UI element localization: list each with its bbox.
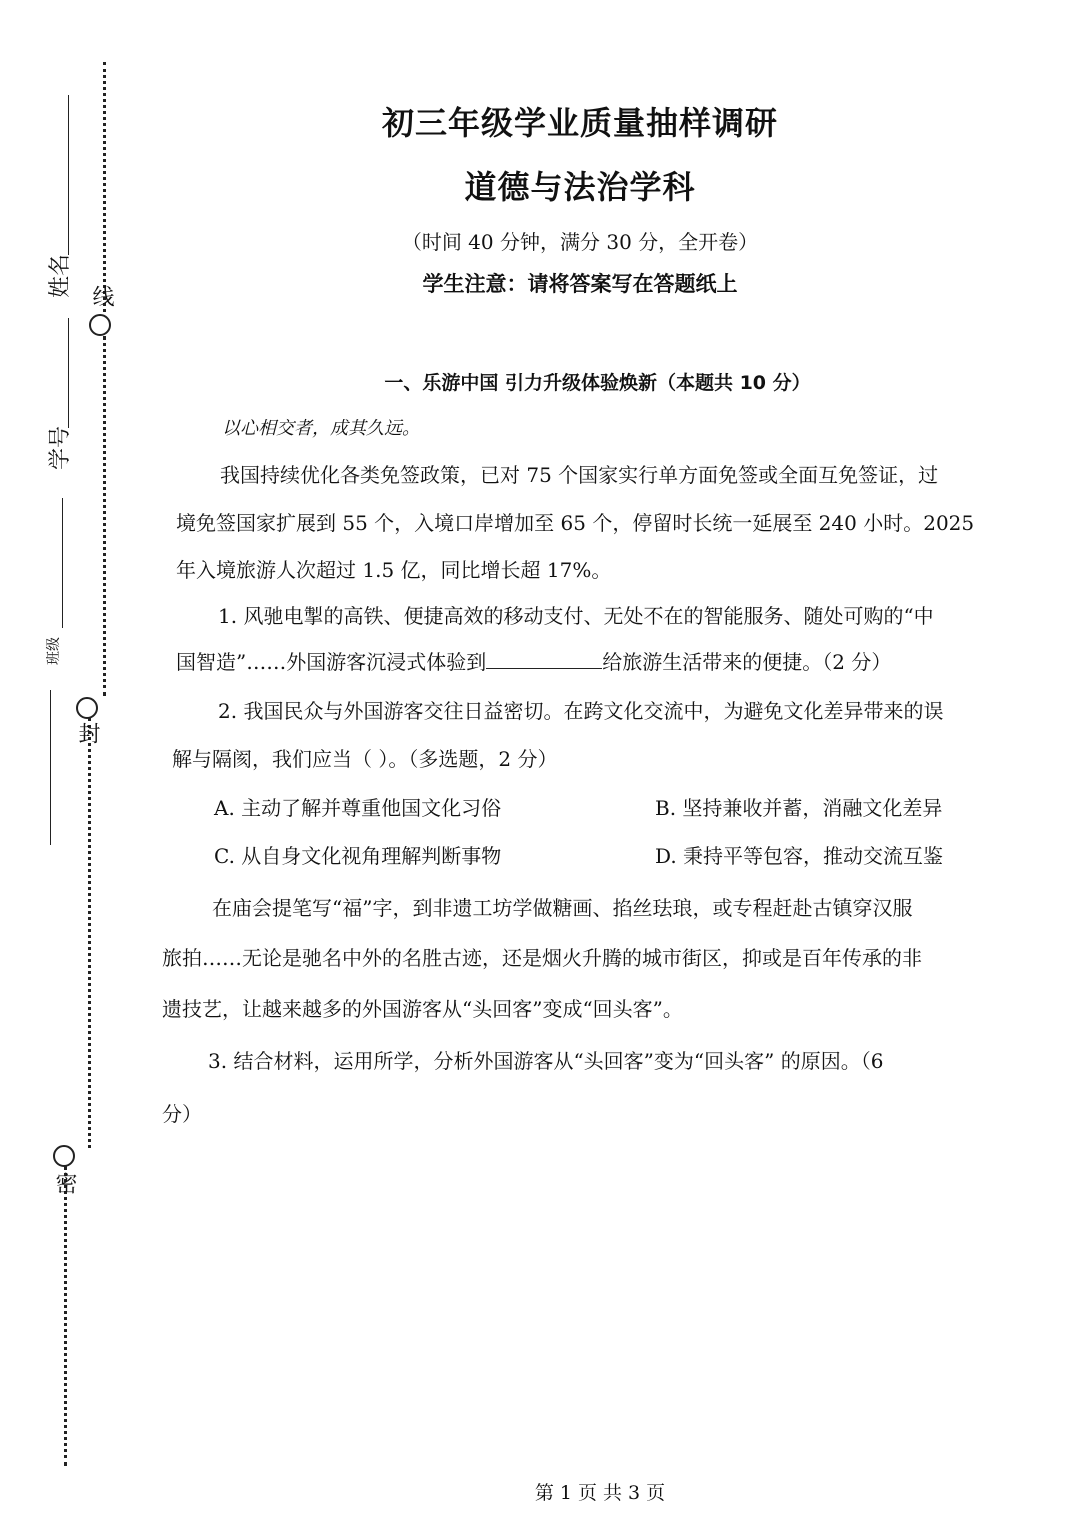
material-line: 我国持续优化各类免签政策，已对 75 个国家实行单方面免签或全面互免签证，过 (220, 463, 939, 487)
binding-ring (89, 314, 111, 336)
question-1-text-b: 给旅游生活带来的便捷。（2 分） (602, 650, 892, 674)
material-line: 年入境旅游人次超过 1.5 亿，同比增长超 17%。 (176, 558, 612, 582)
section-heading: 一、乐游中国 引力升级体验焕新（本题共 10 分） (384, 372, 811, 394)
material-line: 在庙会提笔写“福”字，到非遗工坊学做糖画、掐丝珐琅，或专程赶赴古镇穿汉服 (212, 896, 913, 920)
question-1-text-a: 国智造”……外国游客沉浸式体验到 (176, 650, 487, 674)
option-c[interactable]: C. 从自身文化视角理解判断事物 (214, 844, 502, 868)
question-2-line: 2. 我国民众与外国游客交往日益密切。在跨文化交流中，为避免文化差异带来的误 (218, 699, 944, 723)
exam-info: （时间 40 分钟，满分 30 分，全开卷） (401, 230, 759, 254)
binding-ring (76, 697, 98, 719)
answer-blank[interactable] (486, 648, 602, 669)
question-1-line: 1. 风驰电掣的高铁、便捷高效的移动支付、无处不在的智能服务、随处可购的“中 (218, 604, 934, 628)
name-label: 姓名 (48, 253, 73, 298)
question-3-line: 分） (162, 1102, 202, 1126)
exam-title: 初三年级学业质量抽样调研 (381, 104, 778, 142)
quote: 以心相交者，成其久远。 (222, 418, 420, 439)
option-d[interactable]: D. 秉持平等包容，推动交流互鉴 (655, 844, 944, 868)
answer-notice: 学生注意：请将答案写在答题纸上 (422, 272, 738, 296)
binding-ring (53, 1145, 75, 1167)
dotted-binding-line (64, 1166, 67, 1466)
question-3-line: 3. 结合材料，运用所学，分析外国游客从“头回客”变为“回头客” 的原因。（6 (208, 1049, 884, 1073)
material-line: 遗技艺，让越来越多的外国游客从“头回客”变成“回头客”。 (162, 997, 683, 1021)
class-label: 班级 (46, 637, 62, 665)
material-line: 旅拍……无论是驰名中外的名胜古迹，还是烟火升腾的城市街区，抑或是百年传承的非 (162, 946, 922, 970)
class-underline[interactable] (62, 498, 63, 628)
option-a[interactable]: A. 主动了解并尊重他国文化习俗 (214, 796, 502, 820)
mark-xian: 线 (89, 285, 114, 307)
page-number: 第 1 页 共 3 页 (534, 1482, 666, 1504)
material-line: 境免签国家扩展到 55 个，入境口岸增加至 65 个，停留时长统一延展至 240 小时。2025 (176, 511, 975, 535)
student-id-label: 学号 (48, 425, 73, 470)
mark-feng: 封 (75, 722, 100, 744)
subject-title: 道德与法治学科 (464, 168, 696, 206)
question-2-line: 解与隔阂，我们应当（ ）。（多选题，2 分） (172, 747, 558, 771)
class-underline-lower[interactable] (50, 690, 51, 845)
dotted-binding-line (88, 718, 91, 1148)
option-b[interactable]: B. 坚持兼收并蓄，消融文化差异 (655, 796, 943, 820)
question-1-line (176, 646, 891, 675)
mark-mi: 密 (52, 1172, 77, 1194)
